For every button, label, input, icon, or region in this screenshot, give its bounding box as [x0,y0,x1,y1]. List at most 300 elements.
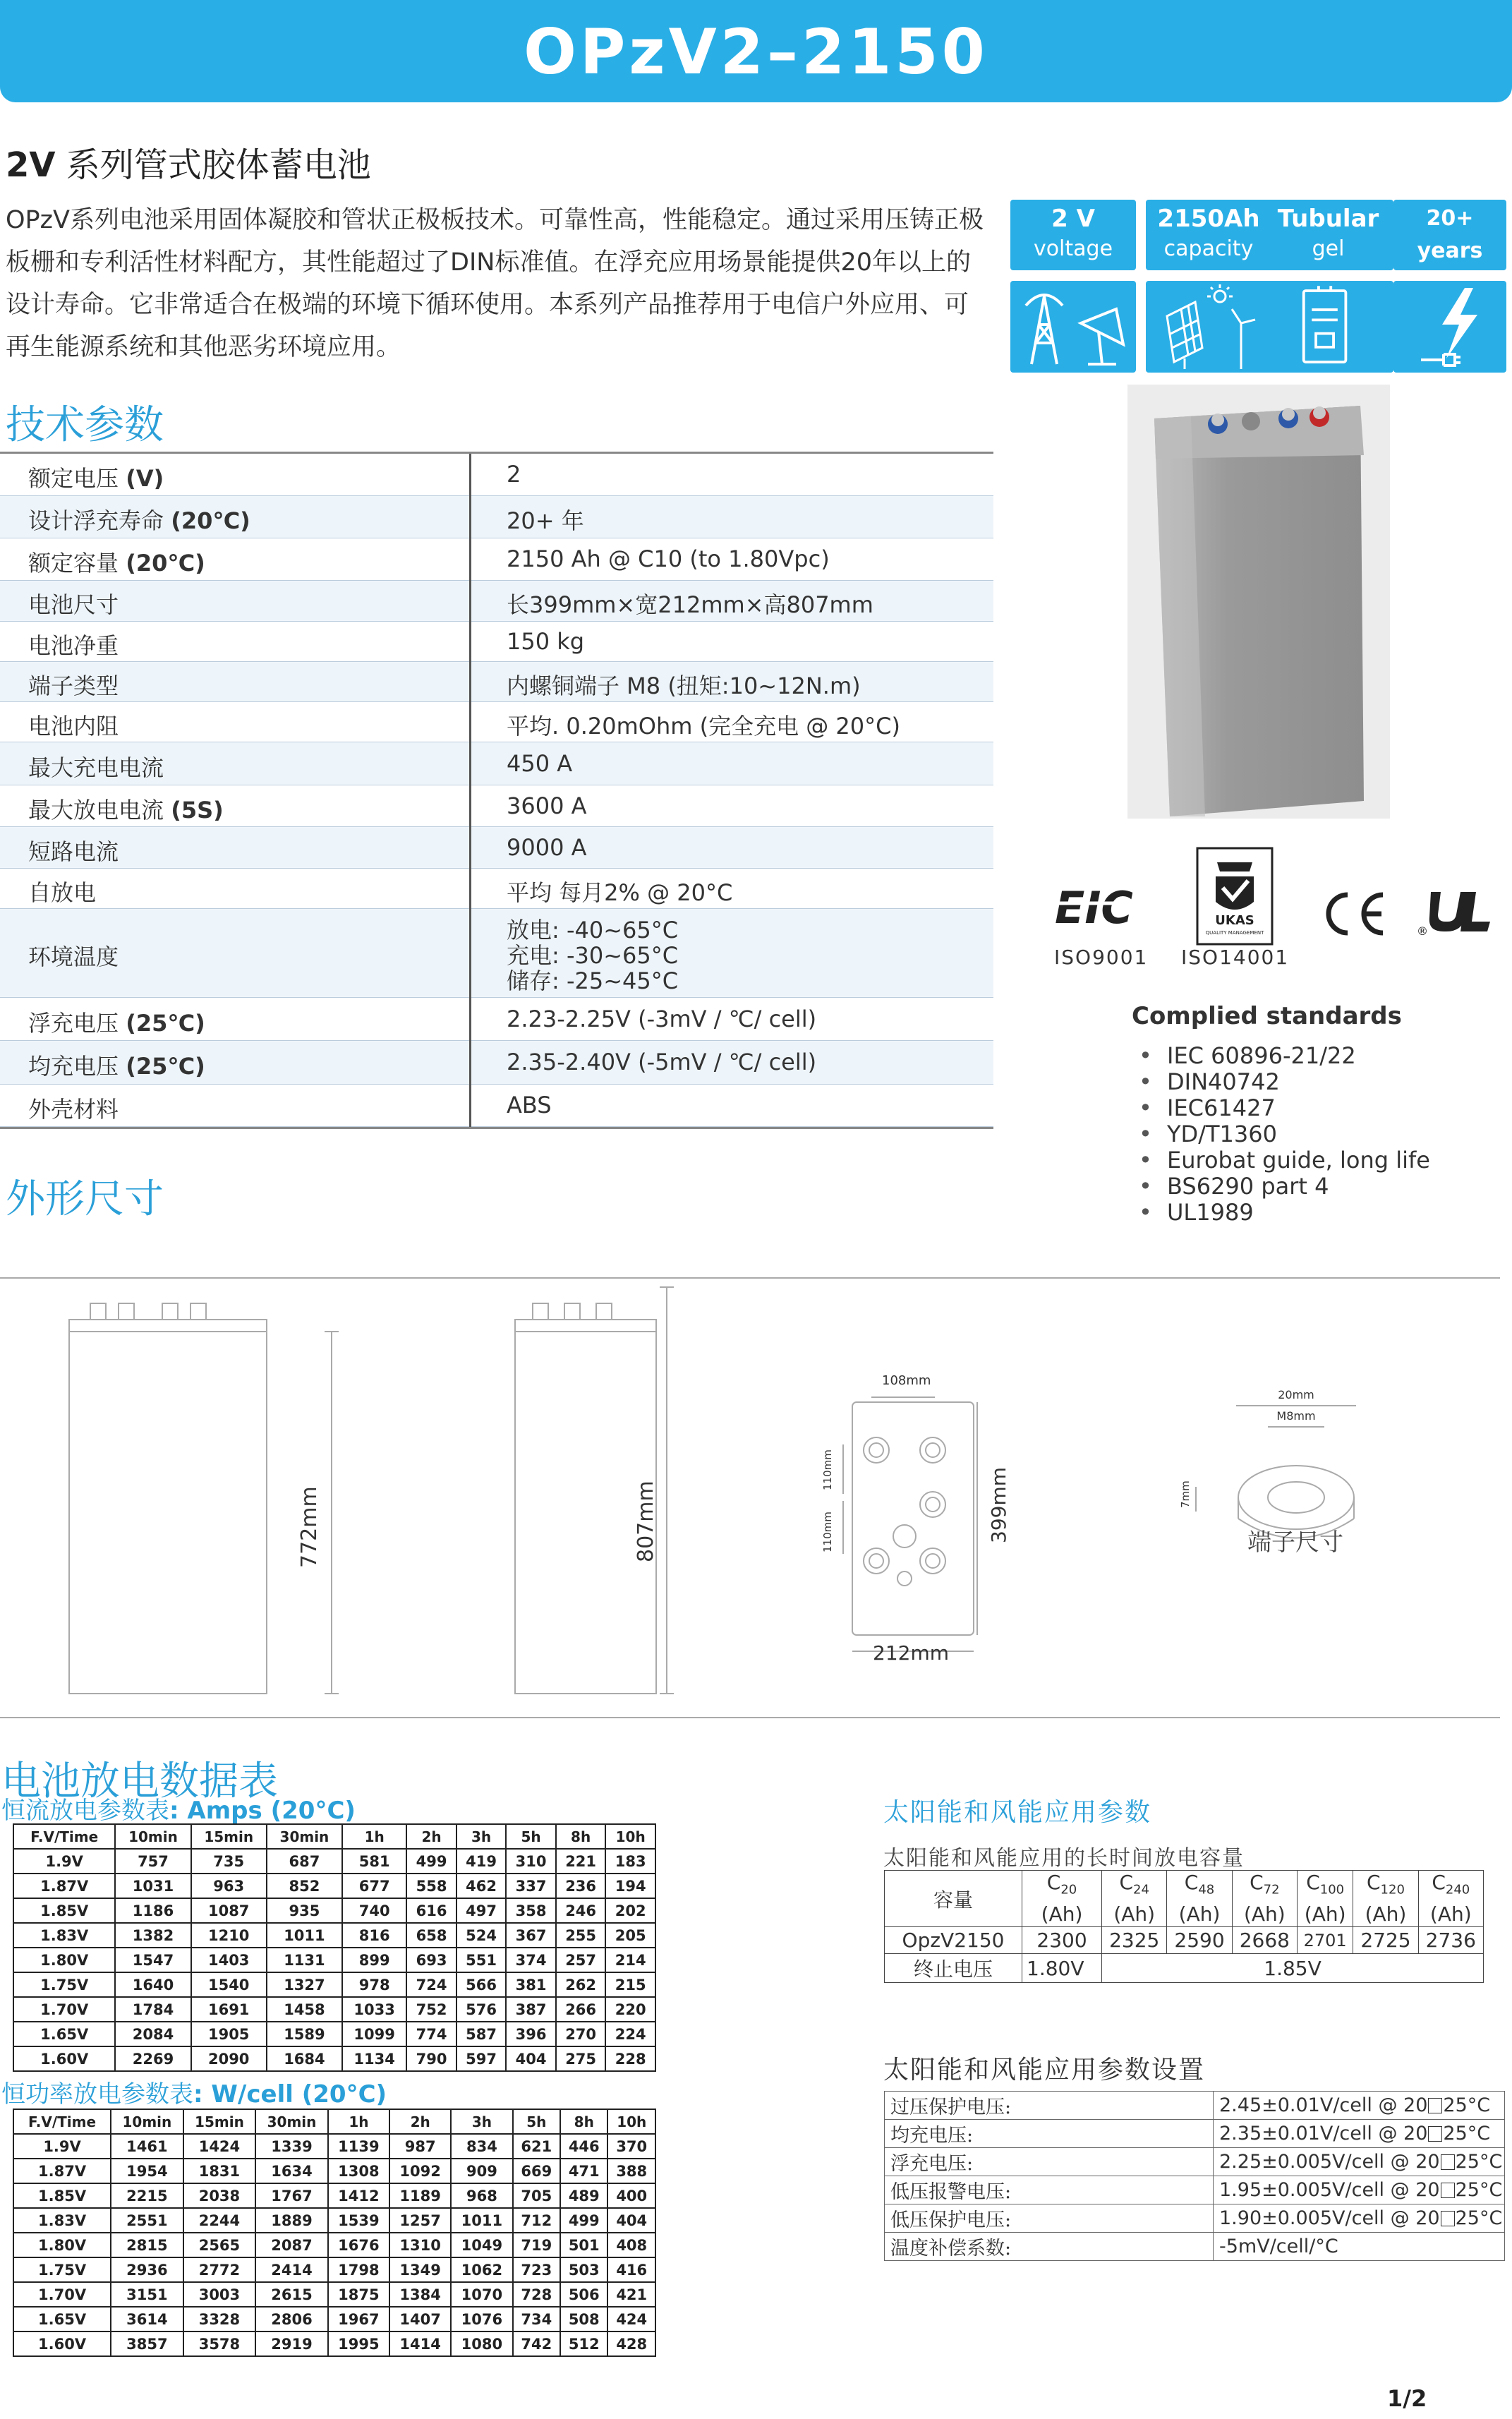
table-header-cell: 30min [255,2109,328,2134]
setting-label: 浮充电压: [885,2148,1214,2176]
ukas-logo-text: UKAS [1215,913,1254,928]
table-cell: 978 [342,1972,406,1997]
height-772-label: 772mm [297,1486,322,1568]
table-cell: 388 [607,2159,655,2183]
table-row [13,2282,655,2307]
table-cell: 740 [342,1898,406,1923]
table-cell: 367 [506,1923,556,1948]
ukas-logo [1196,847,1274,948]
table-cell: 1.70V [13,1997,115,2022]
table-cell: 1033 [342,1997,406,2022]
capacity-value: 2590 [1167,1927,1232,1954]
ce-mark-icon [1319,889,1390,941]
spec-row [0,538,993,581]
capacity-column-header [1418,1871,1483,1927]
table-cell: 266 [556,1997,606,2022]
solar-heading: 太阳能和风能应用参数 [883,1798,1152,1827]
table-cell: 462 [456,1874,507,1898]
spec-key [28,834,119,867]
table-header-cell: 5h [513,2109,560,2134]
table-cell: 658 [406,1923,456,1948]
table-cell: 396 [506,2022,556,2046]
table-cell: 757 [115,1849,190,1874]
table-cell: 742 [513,2331,560,2356]
spec-key-text: 端子类型 [28,672,119,699]
capacity-column-c: C [1250,1871,1264,1895]
table-cell: 1080 [451,2331,512,2356]
spec-key [28,708,119,741]
table-cell: 734 [513,2307,560,2331]
table-cell: 404 [506,2046,556,2071]
table-row [13,2257,655,2282]
spec-key [28,587,119,620]
table-cell: 968 [451,2183,512,2208]
table-cell: 1210 [191,1923,267,1948]
capacity-column-rate [1353,1871,1417,1902]
table-cell: 270 [556,2022,606,2046]
capacity-column-unit: (Ah) [1178,1902,1221,1926]
missing-glyph-box [1441,2154,1455,2170]
table-cell: 499 [406,1849,456,1874]
terminal-m8-label: M8mm [1276,1409,1316,1423]
table-cell: 987 [389,2134,451,2159]
amps-discharge-table [13,1823,656,2072]
feature-voltage-caption: voltage [1033,236,1113,261]
capacity-column-c: C [1119,1871,1134,1895]
capacity-column-unit: (Ah) [1113,1902,1156,1926]
spec-value: 150 kg [507,627,585,655]
table-cell: 1062 [451,2257,512,2282]
spec-key-text: 额定容量 [28,550,119,577]
spec-value: 3600 A [507,792,587,819]
spec-key-unit: (25℃) [126,1009,205,1037]
feature-tubular-label [1263,200,1393,270]
table-cell: 408 [607,2233,655,2257]
page-title: OPzV2–2150 [524,16,988,88]
table-cell: 963 [191,1874,267,1898]
standards-title: Complied standards [1132,1002,1402,1030]
table-cell: 687 [267,1849,342,1874]
table-row [13,2022,655,2046]
table-cell: 2244 [183,2208,256,2233]
table-cell: 416 [607,2257,655,2282]
settings-heading: 太阳能和风能应用参数设置 [883,2056,1206,2085]
svg-text:®: ® [1417,924,1428,938]
table-cell: 497 [456,1898,507,1923]
header-banner [0,0,1512,102]
spec-column-divider [469,454,471,1128]
table-cell: 1.87V [13,2159,111,2183]
table-cell: 774 [406,2022,456,2046]
table-cell: 255 [556,1923,606,1948]
terminal-20mm-label: 20mm [1278,1388,1314,1401]
width-108-label: 108mm [882,1373,931,1388]
setting-value-text: 1.90±0.005V/cell @ 20 [1219,2207,1440,2229]
standard-item: • IEC 60896-21/22 [1139,1043,1430,1069]
spec-key-unit: (V) [126,465,164,492]
setting-value [1214,2120,1505,2148]
table-cell: 581 [342,1849,406,1874]
capacity-column-unit: (Ah) [1304,1902,1346,1926]
table-cell: 2772 [183,2257,256,2282]
table-cell: 2565 [183,2233,256,2257]
solar-value-row [885,1927,1484,1954]
spec-row [0,869,993,909]
table-cell: 387 [506,1997,556,2022]
feature-tubular-value: Tubular [1277,205,1379,233]
amps-table-title [1,1791,356,1826]
capacity-column-unit: (Ah) [1429,1902,1472,1926]
table-cell: 489 [560,2183,607,2208]
end-voltage-1: 1.80V [1022,1954,1102,1983]
table-cell: 508 [560,2307,607,2331]
spec-key [28,628,119,660]
table-cell: 1.70V [13,2282,111,2307]
spec-row [0,742,993,785]
table-cell: 1011 [451,2208,512,2233]
spec-value: 20+ 年 [507,507,584,534]
table-cell: 3857 [111,2331,183,2356]
table-cell: 3578 [183,2331,256,2356]
table-header-cell: 30min [267,1824,342,1849]
table-cell: 400 [607,2183,655,2208]
table-header-cell: 15min [183,2109,256,2134]
section-tech-params: 技术参数 [6,402,164,448]
table-cell: 215 [605,1972,655,1997]
capacity-column-header [1102,1871,1167,1927]
missing-glyph-box [1441,2211,1455,2226]
table-cell: 428 [607,2331,655,2356]
spec-value: 内螺铜端子 M8 (扭矩:10~12N.m) [507,672,861,699]
table-cell: 1995 [328,2331,389,2356]
table-cell: 228 [605,2046,655,2071]
table-cell: 1905 [191,2022,267,2046]
table-header-cell: 2h [406,1824,456,1849]
table-header-cell: F.V/Time [13,1824,115,1849]
solar-endvolt-row [885,1954,1484,1983]
product-subtitle [6,138,371,186]
table-cell: 262 [556,1972,606,1997]
setting-value [1214,2148,1505,2176]
spacing-110-label-1: 110mm [821,1449,834,1490]
capacity-column-c: C [1432,1871,1446,1895]
section-dimensions: 外形尺寸 [6,1176,164,1222]
table-cell: 1889 [255,2208,328,2233]
table-cell: 1.65V [13,2022,115,2046]
spec-key-text: 最大充电电流 [28,754,164,781]
table-cell: 1.75V [13,1972,115,1997]
table-header-cell: 1h [342,1824,406,1849]
table-cell: 246 [556,1898,606,1923]
table-cell: 1.83V [13,2208,111,2233]
table-cell: 374 [506,1948,556,1972]
capacity-column-unit: (Ah) [1365,1902,1407,1926]
table-cell: 1589 [267,2022,342,2046]
capacity-column-c: C [1184,1871,1199,1895]
spec-key-text: 最大放电电流 [28,796,164,824]
table-cell: 2269 [115,2046,190,2071]
setting-row [885,2120,1505,2148]
setting-value-temp: 25°C [1443,2123,1491,2144]
table-cell: 816 [342,1923,406,1948]
spec-key-unit: (20℃) [126,550,205,577]
table-header-cell: 10min [115,1824,190,1849]
capacity-column-header [1022,1871,1102,1927]
table-header-cell: 3h [451,2109,512,2134]
dimension-drawing [0,1277,1500,1718]
spec-value: 2 [507,461,521,488]
capacity-column-header [1167,1871,1232,1927]
feature-tubular [1263,200,1393,373]
eic-logo [1051,882,1143,934]
table-cell: 790 [406,2046,456,2071]
table-cell: 1691 [191,1997,267,2022]
table-cell: 404 [607,2208,655,2233]
setting-row [885,2204,1505,2233]
table-cell: 224 [605,2022,655,2046]
table-row [13,1874,655,1898]
spec-value: 2.23-2.25V (-3mV / ℃/ cell) [507,1005,817,1032]
table-cell: 1.87V [13,1874,115,1898]
table-row [13,2134,655,2159]
setting-label: 低压报警电压: [885,2176,1214,2204]
table-cell: 2806 [255,2307,328,2331]
table-header-cell: 10min [111,2109,183,2134]
spec-row [0,454,993,496]
spec-value-line: 放电: -40~65°C [507,917,679,943]
table-cell: 1308 [328,2159,389,2183]
capacity-value: 2736 [1418,1927,1483,1954]
table-row [13,1849,655,1874]
page-number: 1/2 [1387,2385,1427,2412]
table-cell: 852 [267,1874,342,1898]
spec-key [28,668,119,701]
table-cell: 503 [560,2257,607,2282]
table-cell: 1011 [267,1923,342,1948]
table-cell: 1407 [389,2307,451,2331]
table-cell: 1.60V [13,2046,115,2071]
table-cell: 337 [506,1874,556,1898]
spec-key-unit: (5S) [171,796,224,824]
feature-tubular-caption: gel [1312,236,1345,261]
table-cell: 424 [607,2307,655,2331]
table-cell: 220 [605,1997,655,2022]
table-cell: 1186 [115,1898,190,1923]
setting-row [885,2148,1505,2176]
standard-item: • YD/T1360 [1139,1121,1430,1147]
telecom-tower-icon [1010,281,1136,373]
spec-key-text: 电池净重 [28,632,119,659]
table-cell: 705 [513,2183,560,2208]
setting-row [885,2176,1505,2204]
table-cell: 693 [406,1948,456,1972]
subtitle-text: 系列管式胶体蓄电池 [55,145,371,185]
table-cell: 524 [456,1923,507,1948]
feature-life-value: 20+ years [1417,206,1483,263]
spec-key [28,875,96,907]
table-cell: 752 [406,1997,456,2022]
spec-value [507,917,678,994]
spec-value: 长399mm×宽212mm×高807mm [507,591,873,618]
setting-label: 均充电压: [885,2120,1214,2148]
width-212-label: 212mm [873,1641,949,1665]
table-cell: 1967 [328,2307,389,2331]
standard-item: • IEC61427 [1139,1095,1430,1121]
table-cell: 1.83V [13,1923,115,1948]
table-cell: 909 [451,2159,512,2183]
table-cell: 558 [406,1874,456,1898]
table-cell: 728 [513,2282,560,2307]
table-cell: 1349 [389,2257,451,2282]
table-cell: 1.80V [13,1948,115,1972]
table-cell: 1875 [328,2282,389,2307]
capacity-column-rate [1167,1871,1231,1902]
table-cell: 677 [342,1874,406,1898]
table-cell: 381 [506,1972,556,1997]
subtitle-voltage: 2V [6,145,56,185]
table-row [13,2159,655,2183]
table-cell: 214 [605,1948,655,1972]
end-voltage-2: 1.85V [1102,1954,1484,1983]
table-cell: 1327 [267,1972,342,1997]
setting-value-text: -5mV/cell/°C [1219,2236,1338,2257]
table-cell: 1.85V [13,2183,111,2208]
capacity-column-header [1298,1871,1353,1927]
table-cell: 1458 [267,1997,342,2022]
table-cell: 1640 [115,1972,190,1997]
feature-voltage-value: 2 V [1051,205,1095,233]
spec-key-unit: (25℃) [126,1053,205,1080]
table-cell: 723 [513,2257,560,2282]
setting-value-text: 2.45±0.01V/cell @ 20 [1219,2094,1428,2116]
spec-key-text: 自放电 [28,879,97,906]
table-cell: 1189 [389,2183,451,2208]
table-cell: 1412 [328,2183,389,2208]
table-row [13,2183,655,2208]
table-cell: 576 [456,1997,507,2022]
spec-value-line: 储存: -25~45°C [507,967,679,994]
table-cell: 1.80V [13,2233,111,2257]
table-row [13,1972,655,1997]
table-header-row [13,2109,655,2134]
feature-capacity-value: 2150Ah [1157,205,1260,233]
capacity-value: 2300 [1022,1927,1102,1954]
table-cell: 419 [456,1849,507,1874]
capacity-column-c: C [1306,1871,1320,1895]
table-row [13,2331,655,2356]
setting-value-temp: 25°C [1455,2151,1503,2173]
table-cell: 587 [456,2022,507,2046]
feature-voltage-label [1010,200,1136,270]
table-cell: 669 [513,2159,560,2183]
table-cell: 1403 [191,1948,267,1972]
capacity-value: 2701 [1298,1927,1353,1954]
table-cell: 1784 [115,1997,190,2022]
table-cell: 899 [342,1948,406,1972]
table-cell: 1547 [115,1948,190,1972]
table-cell: 2919 [255,2331,328,2356]
solar-capacity-table [884,1870,1484,1983]
feature-capacity [1146,200,1271,373]
spec-row [0,622,993,662]
table-cell: 3151 [111,2282,183,2307]
table-cell: 236 [556,1874,606,1898]
spec-row [0,827,993,869]
capacity-column-rate [1233,1871,1297,1902]
table-cell: 2215 [111,2183,183,2208]
capacity-column-unit: (Ah) [1041,1902,1083,1926]
table-cell: 724 [406,1972,456,1997]
spec-key-text: 额定电压 [28,465,119,492]
spec-key-unit: (20℃) [171,507,250,534]
table-cell: 1070 [451,2282,512,2307]
capacity-column-unit: (Ah) [1243,1902,1286,1926]
table-row [13,2046,655,2071]
spec-row [0,785,993,827]
table-cell: 506 [560,2282,607,2307]
table-cell: 616 [406,1898,456,1923]
table-cell: 1076 [451,2307,512,2331]
table-header-cell: 1h [328,2109,389,2134]
table-header-cell: 2h [389,2109,451,2134]
table-row [13,2208,655,2233]
table-header-cell: 8h [560,2109,607,2134]
capacity-column-hours: 48 [1198,1882,1215,1898]
watts-discharge-table [13,2109,656,2357]
table-cell: 3003 [183,2282,256,2307]
depth-399-label: 399mm [987,1467,1010,1543]
capacity-column-hours: 100 [1319,1882,1345,1898]
standard-item: • DIN40742 [1139,1069,1430,1095]
eic-logo-text: EIC [1055,882,1133,931]
setting-value [1214,2233,1505,2261]
table-cell: 3328 [183,2307,256,2331]
missing-glyph-box [1441,2183,1455,2198]
standard-item: • Eurobat guide, long life [1139,1147,1430,1174]
table-cell: 1540 [191,1972,267,1997]
capacity-column-hours: 240 [1445,1882,1470,1898]
spacing-110-label-2: 110mm [821,1512,834,1552]
table-row [13,2307,655,2331]
table-cell: 1.65V [13,2307,111,2331]
spec-value: 平均. 0.20mOhm (完全充电 @ 20°C) [507,712,900,740]
table-cell: 499 [560,2208,607,2233]
spec-key [28,503,250,536]
spec-value-line: 充电: -30~65°C [507,942,679,969]
amps-title-en: : Amps (20°C) [169,1797,356,1825]
end-voltage-label: 终止电压 [885,1954,1022,1983]
model-label: OpzV2150 [885,1927,1022,1954]
standards-list [1139,1043,1430,1226]
setting-value-temp: 25°C [1455,2207,1503,2229]
table-cell: 1257 [389,2208,451,2233]
table-cell: 566 [456,1972,507,1997]
table-cell: 1310 [389,2233,451,2257]
table-cell: 1539 [328,2208,389,2233]
table-cell: 1767 [255,2183,328,2208]
terminal-caption: 端子尺寸 [1247,1528,1343,1557]
table-cell: 1099 [342,2022,406,2046]
table-row [13,1997,655,2022]
ukas-logo-subtext: QUALITY MANAGEMENT [1205,930,1264,936]
spec-row [0,702,993,742]
spec-row [0,1085,993,1127]
solar-subheading: 太阳能和风能应用的长时间放电容量 [883,1846,1245,1871]
spec-key-text: 浮充电压 [28,1009,119,1037]
setting-value-text: 1.95±0.005V/cell @ 20 [1219,2179,1440,2201]
table-cell: 446 [560,2134,607,2159]
table-cell: 202 [605,1898,655,1923]
